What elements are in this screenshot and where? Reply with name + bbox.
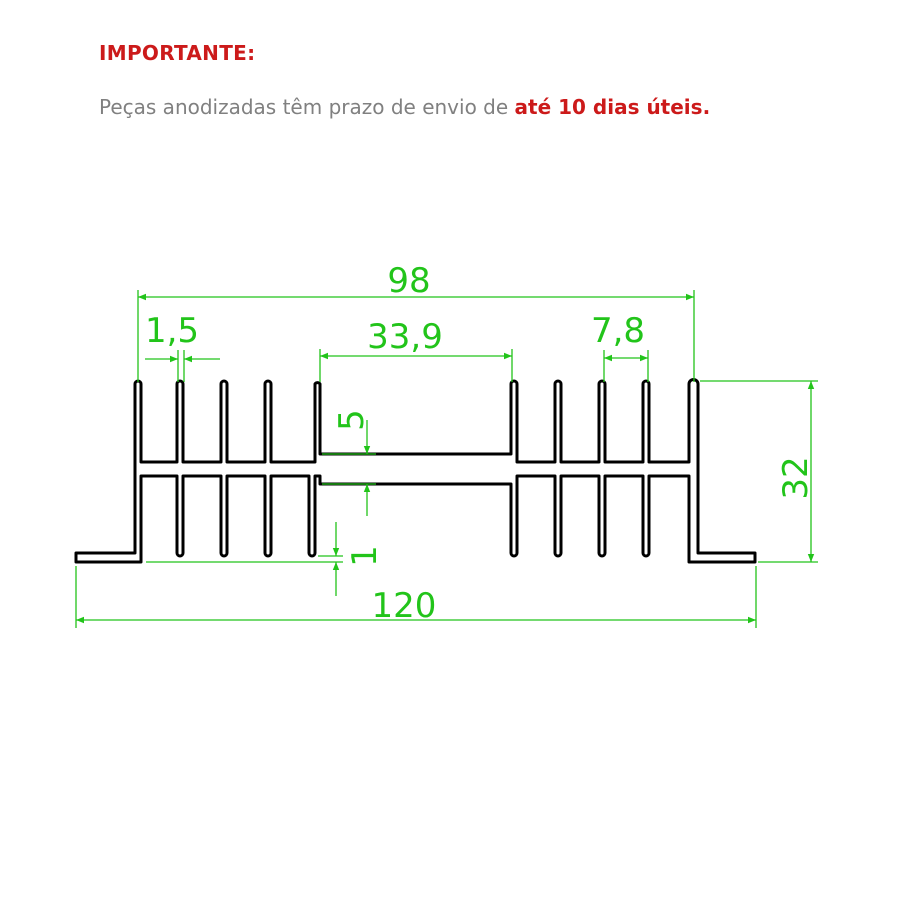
dimension-label-7-8: 7,8 bbox=[590, 311, 646, 351]
dimension-7-8 bbox=[604, 350, 648, 382]
notice-highlight: até 10 dias úteis. bbox=[514, 95, 711, 119]
dimension-1-5 bbox=[145, 350, 220, 382]
dimension-label-120: 120 bbox=[371, 586, 437, 626]
dimension-label-98: 98 bbox=[387, 261, 431, 301]
dimension-label-5: 5 bbox=[332, 409, 372, 431]
notice-title: IMPORTANTE: bbox=[99, 41, 256, 65]
dimension-label-1: 1 bbox=[345, 545, 385, 567]
dimension-label-1-5: 1,5 bbox=[144, 311, 200, 351]
notice-body-text: Peças anodizadas têm prazo de envio de bbox=[99, 95, 515, 119]
dimension-label-32: 32 bbox=[776, 456, 816, 500]
dimension-label-33-9: 33,9 bbox=[367, 317, 443, 357]
heatsink-profile bbox=[76, 380, 755, 563]
